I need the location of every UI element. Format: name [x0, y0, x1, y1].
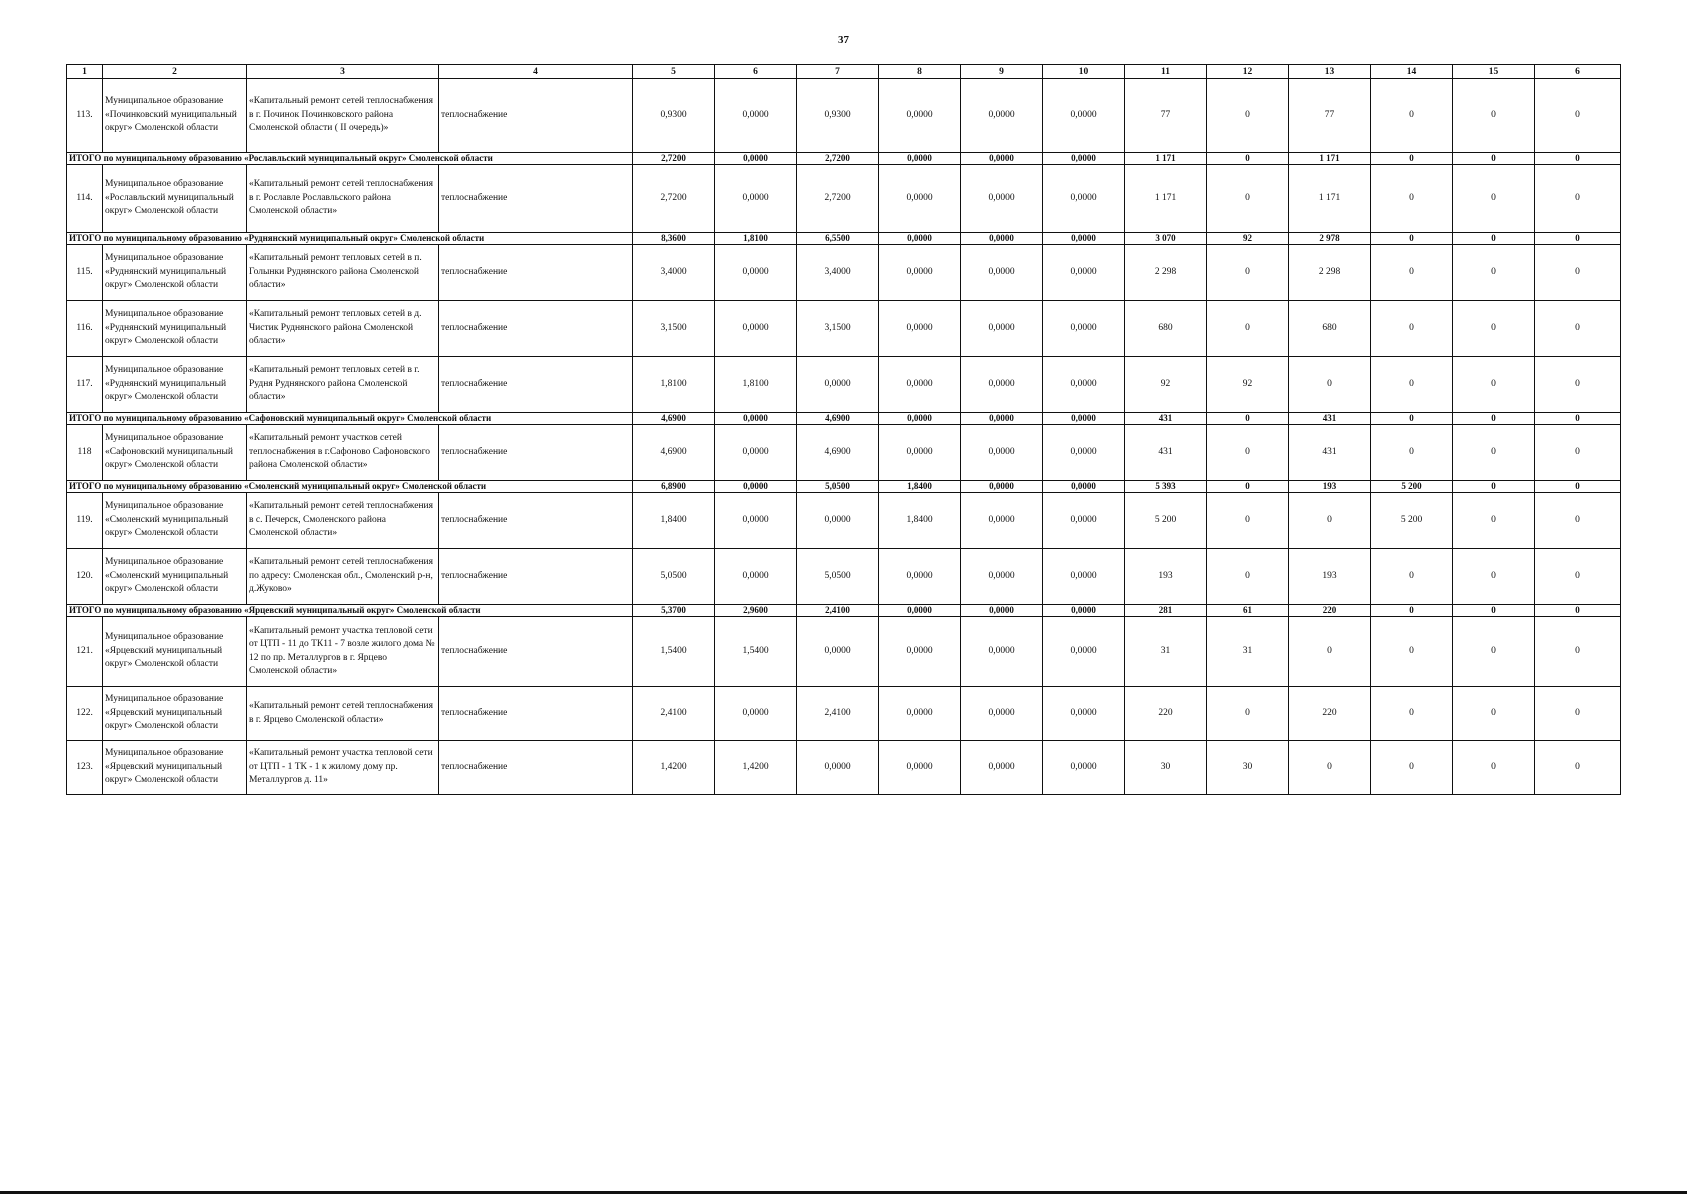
total-cell: 431 — [1289, 413, 1371, 425]
category-cell: теплоснабжение — [439, 165, 633, 233]
total-cell: 5 393 — [1125, 481, 1207, 493]
total-cell: 0 — [1453, 153, 1535, 165]
category-cell: теплоснабжение — [439, 357, 633, 413]
value-cell: 0 — [1207, 245, 1289, 301]
total-cell: 0 — [1453, 605, 1535, 617]
value-cell: 0 — [1207, 425, 1289, 481]
total-row — [67, 605, 1621, 617]
value-cell: 0,0000 — [715, 79, 797, 153]
value-cell: 0 — [1535, 301, 1621, 357]
value-cell: 0 — [1371, 741, 1453, 795]
total-cell: 2,7200 — [797, 153, 879, 165]
value-cell: 0 — [1535, 687, 1621, 741]
value-cell: 0,0000 — [961, 493, 1043, 549]
value-cell: 0,0000 — [879, 79, 961, 153]
value-cell: 0,0000 — [1043, 79, 1125, 153]
column-header: 4 — [439, 65, 633, 79]
value-cell: 1,5400 — [633, 617, 715, 687]
total-row — [67, 233, 1621, 245]
value-cell: 1,4200 — [633, 741, 715, 795]
value-cell: 0,9300 — [633, 79, 715, 153]
total-cell: 0 — [1371, 233, 1453, 245]
row-number: 123. — [67, 741, 103, 795]
value-cell: 0,0000 — [1043, 425, 1125, 481]
category-cell: теплоснабжение — [439, 617, 633, 687]
total-cell: 0,0000 — [961, 605, 1043, 617]
value-cell: 4,6900 — [633, 425, 715, 481]
bottom-rule — [0, 1191, 1687, 1194]
total-cell: 5 200 — [1371, 481, 1453, 493]
value-cell: 0,0000 — [879, 617, 961, 687]
value-cell: 0 — [1535, 79, 1621, 153]
investment-table — [66, 64, 1621, 795]
total-row — [67, 413, 1621, 425]
total-cell: 0 — [1207, 481, 1289, 493]
total-cell: 2,9600 — [715, 605, 797, 617]
value-cell: 0 — [1535, 357, 1621, 413]
column-header: 3 — [247, 65, 439, 79]
row-number: 114. — [67, 165, 103, 233]
row-number: 113. — [67, 79, 103, 153]
value-cell: 77 — [1289, 79, 1371, 153]
value-cell: 0 — [1453, 617, 1535, 687]
category-cell: теплоснабжение — [439, 245, 633, 301]
table-row — [67, 617, 1621, 687]
row-number: 119. — [67, 493, 103, 549]
value-cell: 0,0000 — [961, 425, 1043, 481]
value-cell: 0 — [1535, 617, 1621, 687]
column-header: 11 — [1125, 65, 1207, 79]
total-cell: 0,0000 — [879, 605, 961, 617]
project-cell: «Капитальный ремонт тепловых сетей в д. Чистик Руднянского района Смоленской области» — [247, 301, 439, 357]
project-cell: «Капитальный ремонт сетей теплоснабжения по адресу: Смоленская обл., Смоленский р-н, д.Жуково» — [247, 549, 439, 605]
column-header: 1 — [67, 65, 103, 79]
value-cell: 5 200 — [1125, 493, 1207, 549]
value-cell: 0,0000 — [879, 687, 961, 741]
value-cell: 0,0000 — [797, 741, 879, 795]
value-cell: 0,0000 — [715, 493, 797, 549]
column-header: 14 — [1371, 65, 1453, 79]
value-cell: 0,0000 — [797, 357, 879, 413]
value-cell: 0 — [1371, 357, 1453, 413]
total-cell: 2,4100 — [797, 605, 879, 617]
total-cell: 0,0000 — [1043, 413, 1125, 425]
value-cell: 1,5400 — [715, 617, 797, 687]
column-header: 15 — [1453, 65, 1535, 79]
total-cell: 0,0000 — [715, 481, 797, 493]
value-cell: 77 — [1125, 79, 1207, 153]
value-cell: 0 — [1371, 425, 1453, 481]
table-row — [67, 493, 1621, 549]
value-cell: 2 298 — [1289, 245, 1371, 301]
total-cell: 1,8100 — [715, 233, 797, 245]
value-cell: 2,7200 — [633, 165, 715, 233]
value-cell: 0 — [1453, 493, 1535, 549]
value-cell: 1,8100 — [715, 357, 797, 413]
table-row — [67, 687, 1621, 741]
value-cell: 0,0000 — [1043, 301, 1125, 357]
total-row — [67, 481, 1621, 493]
value-cell: 0,0000 — [961, 549, 1043, 605]
row-number: 120. — [67, 549, 103, 605]
value-cell: 0 — [1453, 741, 1535, 795]
value-cell: 680 — [1289, 301, 1371, 357]
total-cell: 0 — [1535, 605, 1621, 617]
value-cell: 0,0000 — [1043, 617, 1125, 687]
project-cell: «Капитальный ремонт участка тепловой сети от ЦТП - 1 ТК - 1 к жилому дому пр. Металлургов д. 11» — [247, 741, 439, 795]
column-header: 6 — [715, 65, 797, 79]
category-cell: теплоснабжение — [439, 687, 633, 741]
table-body — [67, 79, 1621, 795]
value-cell: 0,0000 — [879, 165, 961, 233]
page-number: 37 — [838, 34, 849, 46]
table-row — [67, 357, 1621, 413]
municipality-cell: Муниципальное образование «Рославльский муниципальный округ» Смоленской области — [103, 165, 247, 233]
total-cell: 0,0000 — [715, 413, 797, 425]
project-cell: «Капитальный ремонт сетей теплоснабжения в г. Ярцево Смоленской области» — [247, 687, 439, 741]
value-cell: 5 200 — [1371, 493, 1453, 549]
value-cell: 2,7200 — [797, 165, 879, 233]
total-cell: 0,0000 — [879, 233, 961, 245]
table-row — [67, 79, 1621, 153]
value-cell: 0,0000 — [879, 301, 961, 357]
value-cell: 0 — [1453, 165, 1535, 233]
table-row — [67, 549, 1621, 605]
total-cell: 1,8400 — [879, 481, 961, 493]
total-cell: 2,7200 — [633, 153, 715, 165]
row-number: 115. — [67, 245, 103, 301]
value-cell: 0,0000 — [879, 741, 961, 795]
value-cell: 0 — [1453, 687, 1535, 741]
value-cell: 2,4100 — [797, 687, 879, 741]
total-cell: 0,0000 — [715, 153, 797, 165]
total-cell: 0,0000 — [1043, 153, 1125, 165]
value-cell: 2,4100 — [633, 687, 715, 741]
total-cell: 0 — [1371, 605, 1453, 617]
value-cell: 0 — [1371, 687, 1453, 741]
row-number: 118 — [67, 425, 103, 481]
row-number: 116. — [67, 301, 103, 357]
value-cell: 680 — [1125, 301, 1207, 357]
total-cell: 92 — [1207, 233, 1289, 245]
total-label: ИТОГО по муниципальному образованию «Сафоновский муниципальный округ» Смоленской области — [67, 413, 633, 425]
total-label: ИТОГО по муниципальному образованию «Руднянский муниципальный округ» Смоленской области — [67, 233, 633, 245]
value-cell: 0 — [1207, 493, 1289, 549]
value-cell: 0 — [1453, 357, 1535, 413]
column-header: 12 — [1207, 65, 1289, 79]
value-cell: 0 — [1289, 493, 1371, 549]
table-row — [67, 245, 1621, 301]
category-cell: теплоснабжение — [439, 549, 633, 605]
value-cell: 31 — [1207, 617, 1289, 687]
total-cell: 220 — [1289, 605, 1371, 617]
total-cell: 193 — [1289, 481, 1371, 493]
value-cell: 0,0000 — [879, 357, 961, 413]
total-cell: 2 978 — [1289, 233, 1371, 245]
total-cell: 61 — [1207, 605, 1289, 617]
value-cell: 0,0000 — [715, 301, 797, 357]
value-cell: 0 — [1289, 741, 1371, 795]
project-cell: «Капитальный ремонт сетей теплоснабжения в г. Починок Починковского района Смоленской области ( II очередь)» — [247, 79, 439, 153]
value-cell: 0 — [1535, 425, 1621, 481]
value-cell: 0 — [1371, 245, 1453, 301]
total-cell: 0 — [1371, 413, 1453, 425]
municipality-cell: Муниципальное образование «Ярцевский муниципальный округ» Смоленской области — [103, 741, 247, 795]
total-cell: 0,0000 — [961, 153, 1043, 165]
total-cell: 431 — [1125, 413, 1207, 425]
column-header: 9 — [961, 65, 1043, 79]
total-cell: 0 — [1207, 153, 1289, 165]
municipality-cell: Муниципальное образование «Смоленский муниципальный округ» Смоленской области — [103, 493, 247, 549]
municipality-cell: Муниципальное образование «Ярцевский муниципальный округ» Смоленской области — [103, 687, 247, 741]
total-cell: 0,0000 — [1043, 233, 1125, 245]
value-cell: 0 — [1453, 79, 1535, 153]
project-cell: «Капитальный ремонт участков сетей теплоснабжения в г.Сафоново Сафоновского района Смоленской области» — [247, 425, 439, 481]
value-cell: 5,0500 — [797, 549, 879, 605]
municipality-cell: Муниципальное образование «Ярцевский муниципальный округ» Смоленской области — [103, 617, 247, 687]
value-cell: 0 — [1207, 549, 1289, 605]
total-cell: 5,0500 — [797, 481, 879, 493]
total-cell: 0 — [1535, 153, 1621, 165]
value-cell: 0 — [1453, 549, 1535, 605]
value-cell: 193 — [1125, 549, 1207, 605]
value-cell: 220 — [1125, 687, 1207, 741]
value-cell: 0 — [1535, 741, 1621, 795]
value-cell: 1,8400 — [879, 493, 961, 549]
column-header: 5 — [633, 65, 715, 79]
project-cell: «Капитальный ремонт тепловых сетей в п. Голынки Руднянского района Смоленской области» — [247, 245, 439, 301]
value-cell: 92 — [1125, 357, 1207, 413]
total-cell: 6,8900 — [633, 481, 715, 493]
value-cell: 4,6900 — [797, 425, 879, 481]
value-cell: 0 — [1371, 617, 1453, 687]
project-cell: «Капитальный ремонт участка тепловой сети от ЦТП - 11 до ТК11 - 7 возле жилого дома № 12 по пр. Металлургов в г. Ярцево Смоленской области» — [247, 617, 439, 687]
table-row — [67, 165, 1621, 233]
category-cell: теплоснабжение — [439, 79, 633, 153]
value-cell: 0,0000 — [1043, 741, 1125, 795]
total-row — [67, 153, 1621, 165]
row-number: 122. — [67, 687, 103, 741]
value-cell: 1,4200 — [715, 741, 797, 795]
total-cell: 0,0000 — [879, 153, 961, 165]
municipality-cell: Муниципальное образование «Руднянский муниципальный округ» Смоленской области — [103, 357, 247, 413]
value-cell: 0 — [1535, 493, 1621, 549]
total-cell: 0,0000 — [961, 233, 1043, 245]
project-cell: «Капитальный ремонт сетей теплоснабжения в с. Печерск, Смоленского района Смоленской области» — [247, 493, 439, 549]
total-cell: 281 — [1125, 605, 1207, 617]
value-cell: 0,0000 — [715, 425, 797, 481]
value-cell: 1,8400 — [633, 493, 715, 549]
value-cell: 0 — [1207, 687, 1289, 741]
value-cell: 3,4000 — [797, 245, 879, 301]
category-cell: теплоснабжение — [439, 301, 633, 357]
value-cell: 0 — [1371, 79, 1453, 153]
total-cell: 0,0000 — [961, 481, 1043, 493]
value-cell: 0,0000 — [961, 79, 1043, 153]
value-cell: 0,0000 — [797, 617, 879, 687]
total-cell: 4,6900 — [633, 413, 715, 425]
value-cell: 30 — [1125, 741, 1207, 795]
value-cell: 31 — [1125, 617, 1207, 687]
total-cell: 0 — [1207, 413, 1289, 425]
value-cell: 0,0000 — [715, 687, 797, 741]
project-cell: «Капитальный ремонт сетей теплоснабжения в г. Рославле Рославльского района Смоленской области» — [247, 165, 439, 233]
value-cell: 0,0000 — [1043, 493, 1125, 549]
value-cell: 2 298 — [1125, 245, 1207, 301]
total-cell: 0,0000 — [879, 413, 961, 425]
value-cell: 0,0000 — [1043, 549, 1125, 605]
value-cell: 0,0000 — [961, 741, 1043, 795]
value-cell: 0 — [1371, 301, 1453, 357]
value-cell: 0,0000 — [961, 617, 1043, 687]
value-cell: 0,0000 — [715, 165, 797, 233]
value-cell: 0,0000 — [797, 493, 879, 549]
value-cell: 0,0000 — [879, 549, 961, 605]
value-cell: 1,8100 — [633, 357, 715, 413]
value-cell: 3,1500 — [633, 301, 715, 357]
value-cell: 30 — [1207, 741, 1289, 795]
municipality-cell: Муниципальное образование «Руднянский муниципальный округ» Смоленской области — [103, 245, 247, 301]
value-cell: 0 — [1535, 165, 1621, 233]
total-label: ИТОГО по муниципальному образованию «Рославльский муниципальный округ» Смоленской области — [67, 153, 633, 165]
value-cell: 0,0000 — [1043, 357, 1125, 413]
total-cell: 4,6900 — [797, 413, 879, 425]
total-cell: 0 — [1453, 481, 1535, 493]
value-cell: 92 — [1207, 357, 1289, 413]
municipality-cell: Муниципальное образование «Руднянский муниципальный округ» Смоленской области — [103, 301, 247, 357]
category-cell: теплоснабжение — [439, 425, 633, 481]
value-cell: 0,9300 — [797, 79, 879, 153]
value-cell: 3,1500 — [797, 301, 879, 357]
value-cell: 0 — [1289, 617, 1371, 687]
value-cell: 0 — [1535, 245, 1621, 301]
total-cell: 0 — [1535, 481, 1621, 493]
column-header: 2 — [103, 65, 247, 79]
value-cell: 0 — [1371, 165, 1453, 233]
project-cell: «Капитальный ремонт тепловых сетей в г. Рудня Руднянского района Смоленской области» — [247, 357, 439, 413]
value-cell: 0 — [1453, 425, 1535, 481]
column-header: 10 — [1043, 65, 1125, 79]
total-cell: 0,0000 — [1043, 605, 1125, 617]
value-cell: 431 — [1289, 425, 1371, 481]
column-header: 6 — [1535, 65, 1621, 79]
value-cell: 0,0000 — [1043, 245, 1125, 301]
value-cell: 0,0000 — [715, 549, 797, 605]
total-label: ИТОГО по муниципальному образованию «Ярцевский муниципальный округ» Смоленской области — [67, 605, 633, 617]
value-cell: 0 — [1289, 357, 1371, 413]
municipality-cell: Муниципальное образование «Сафоновский муниципальный округ» Смоленской области — [103, 425, 247, 481]
total-cell: 0 — [1453, 413, 1535, 425]
total-cell: 0 — [1535, 233, 1621, 245]
category-cell: теплоснабжение — [439, 741, 633, 795]
value-cell: 0 — [1535, 549, 1621, 605]
value-cell: 1 171 — [1289, 165, 1371, 233]
value-cell: 0 — [1371, 549, 1453, 605]
value-cell: 0 — [1207, 301, 1289, 357]
table-header — [67, 65, 1621, 79]
total-cell: 0 — [1371, 153, 1453, 165]
total-cell: 0 — [1535, 413, 1621, 425]
municipality-cell: Муниципальное образование «Смоленский муниципальный округ» Смоленской области — [103, 549, 247, 605]
value-cell: 0,0000 — [1043, 687, 1125, 741]
value-cell: 193 — [1289, 549, 1371, 605]
value-cell: 0,0000 — [715, 245, 797, 301]
value-cell: 0,0000 — [961, 687, 1043, 741]
municipality-cell: Муниципальное образование «Починковский муниципальный округ» Смоленской области — [103, 79, 247, 153]
value-cell: 0,0000 — [879, 245, 961, 301]
value-cell: 0,0000 — [961, 301, 1043, 357]
value-cell: 0,0000 — [961, 245, 1043, 301]
column-header: 13 — [1289, 65, 1371, 79]
value-cell: 0,0000 — [961, 357, 1043, 413]
row-number: 121. — [67, 617, 103, 687]
total-cell: 5,3700 — [633, 605, 715, 617]
total-cell: 0,0000 — [1043, 481, 1125, 493]
table-row — [67, 425, 1621, 481]
value-cell: 0 — [1453, 245, 1535, 301]
value-cell: 431 — [1125, 425, 1207, 481]
header-row — [67, 65, 1621, 79]
value-cell: 0,0000 — [879, 425, 961, 481]
total-cell: 8,3600 — [633, 233, 715, 245]
value-cell: 1 171 — [1125, 165, 1207, 233]
value-cell: 0 — [1453, 301, 1535, 357]
value-cell: 0,0000 — [1043, 165, 1125, 233]
total-cell: 0 — [1453, 233, 1535, 245]
value-cell: 220 — [1289, 687, 1371, 741]
value-cell: 0,0000 — [961, 165, 1043, 233]
total-cell: 1 171 — [1125, 153, 1207, 165]
table-row — [67, 741, 1621, 795]
value-cell: 3,4000 — [633, 245, 715, 301]
column-header: 8 — [879, 65, 961, 79]
total-cell: 1 171 — [1289, 153, 1371, 165]
column-header: 7 — [797, 65, 879, 79]
total-label: ИТОГО по муниципальному образованию «Смоленский муниципальный округ» Смоленской области — [67, 481, 633, 493]
value-cell: 0 — [1207, 165, 1289, 233]
total-cell: 0,0000 — [961, 413, 1043, 425]
category-cell: теплоснабжение — [439, 493, 633, 549]
row-number: 117. — [67, 357, 103, 413]
value-cell: 0 — [1207, 79, 1289, 153]
total-cell: 6,5500 — [797, 233, 879, 245]
table-row — [67, 301, 1621, 357]
value-cell: 5,0500 — [633, 549, 715, 605]
total-cell: 3 070 — [1125, 233, 1207, 245]
